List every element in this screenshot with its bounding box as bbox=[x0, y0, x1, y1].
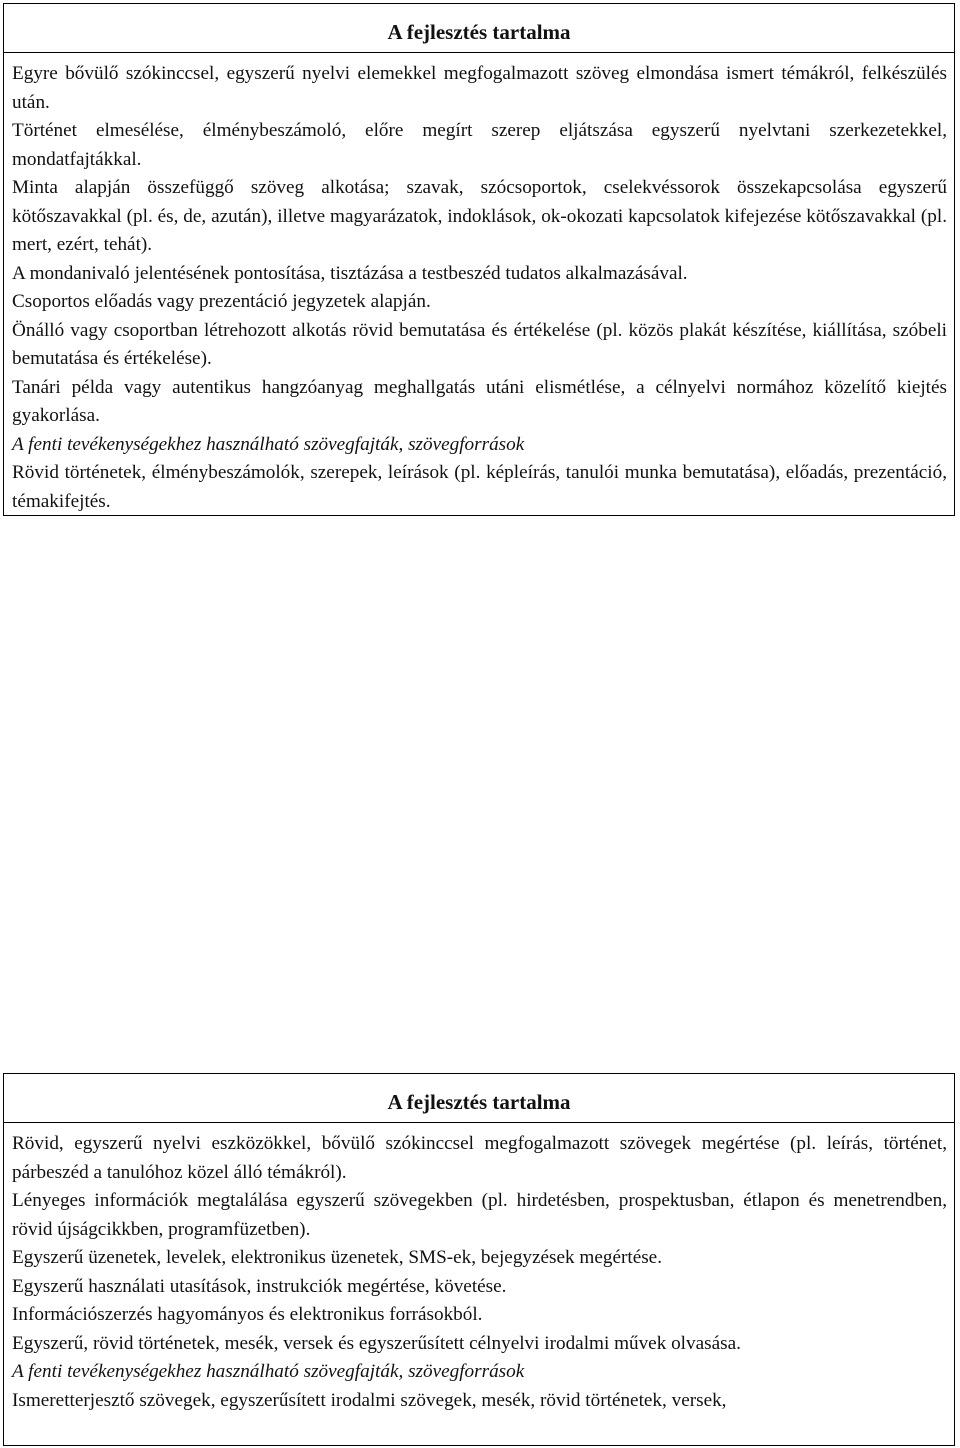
text-types-subheading: A fenti tevékenységekhez használható szövegfajták, szövegforrások bbox=[12, 1361, 525, 1382]
text-types-list: Rövid történetek, élménybeszámolók, szerepek, leírások (pl. képleírás, tanulói munka bemutatása), előadás, prezentáció, témakifejtés. bbox=[12, 462, 947, 512]
table-heading: A fejlesztés tartalma bbox=[4, 4, 954, 53]
content-paragraph: Önálló vagy csoportban létrehozott alkotás rövid bemutatása és értékelése (pl. közös plakát készítése, kiállítása, szóbeli bemutatása és értékelése). bbox=[12, 319, 947, 369]
content-paragraph: Csoportos előadás vagy prezentáció jegyzetek alapján. bbox=[12, 291, 431, 312]
content-paragraph: Minta alapján összefüggő szöveg alkotása; szavak, szócsoportok, cselekvéssorok összekapcsolása egyszerű kötőszavakkal (pl. és, de, azután), illetve magyarázatok, indoklások, ok-okozati kapcsolatok kifejezése kötőszavakkal (pl. mert, ezért, tehát). bbox=[12, 177, 947, 255]
content-paragraph: Egyszerű használati utasítások, instrukciók megértése, követése. bbox=[12, 1275, 507, 1297]
content-paragraph: A mondanivaló jelentésének pontosítása, tisztázása a testbeszéd tudatos alkalmazásával. bbox=[12, 262, 688, 284]
text-types-subheading: A fenti tevékenységekhez használható szövegfajták, szövegforrások bbox=[12, 433, 525, 455]
content-paragraph: Tanári példa vagy autentikus hangzóanyag meghallgatás utáni elismétlése, a célnyelvi normához közelítő kiejtés gyakorlása. bbox=[12, 376, 947, 426]
text-types-list: Ismeretterjesztő szövegek, egyszerűsített irodalmi szövegek, mesék, rövid történetek, versek, bbox=[12, 1389, 727, 1411]
development-content-table-1 bbox=[3, 3, 955, 516]
table-heading: A fejlesztés tartalma bbox=[4, 1074, 954, 1123]
table-body bbox=[4, 1123, 954, 1415]
content-paragraph: Rövid, egyszerű nyelvi eszközökkel, bővülő szókinccsel megfogalmazott szövegek megértése (pl. leírás, történet, párbeszéd a tanulóhoz közel álló témákról). bbox=[12, 1133, 947, 1183]
content-paragraph: Történet elmesélése, élménybeszámoló, előre megírt szerep eljátszása egyszerű nyelvtani szerkezetekkel, mondatfajtákkal. bbox=[12, 120, 947, 170]
development-content-table-2 bbox=[3, 1073, 955, 1446]
content-paragraph: Egyszerű üzenetek, levelek, elektronikus üzenetek, SMS-ek, bejegyzések megértése. bbox=[12, 1247, 662, 1268]
content-paragraph: Információszerzés hagyományos és elektronikus forrásokból. bbox=[12, 1304, 483, 1325]
content-paragraph: Egyszerű, rövid történetek, mesék, versek és egyszerűsített célnyelvi irodalmi művek olvasása. bbox=[12, 1332, 741, 1354]
table-body bbox=[4, 53, 954, 516]
content-paragraph: Lényeges információk megtalálása egyszerű szövegekben (pl. hirdetésben, prospektusban, étlapon és menetrendben, rövid újságcikkben, programfüzetben). bbox=[12, 1190, 947, 1240]
content-paragraph: Egyre bővülő szókinccsel, egyszerű nyelvi elemekkel megfogalmazott szöveg elmondása ismert témákról, felkészülés után. bbox=[12, 63, 947, 113]
